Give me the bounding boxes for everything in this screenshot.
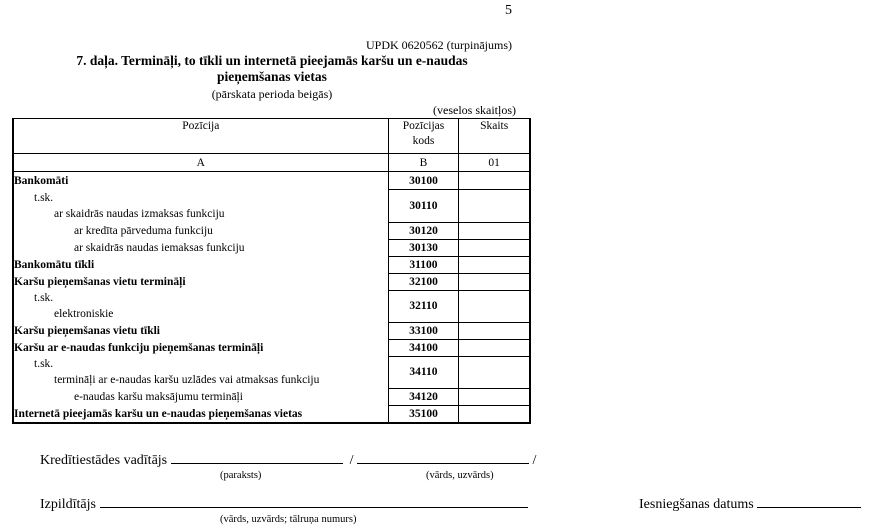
row-code: 30130 [388, 239, 459, 256]
table-row [13, 339, 530, 356]
date-field[interactable] [757, 507, 861, 508]
executor-field[interactable] [100, 507, 528, 508]
row-label: e-naudas karšu maksājumu termināļi [13, 388, 388, 405]
head-signature-line [40, 453, 536, 469]
row-label: Karšu pieņemšanas vietu termināļi [13, 273, 388, 290]
table-row [13, 172, 530, 190]
table-row [13, 256, 530, 273]
slash-1: / [349, 453, 354, 468]
date-line [639, 497, 861, 513]
header-code-line-2: kods [412, 135, 435, 147]
tsk-label: t.sk. [34, 192, 54, 204]
letter-c: 01 [459, 154, 530, 172]
header-count: Skaits [459, 119, 530, 154]
row-label: Internetā pieejamās karšu un e-naudas pieņemšanas vietas [13, 405, 388, 423]
row-label: Karšu pieņemšanas vietu tīkli [13, 322, 388, 339]
table-row [13, 290, 530, 322]
row-label-text: elektroniskie [54, 308, 114, 320]
count-input[interactable] [459, 189, 530, 222]
row-code: 34100 [388, 339, 459, 356]
table-row [13, 322, 530, 339]
count-input[interactable] [459, 388, 530, 405]
row-label: Bankomātu tīkli [13, 256, 388, 273]
head-label: Kredītiestādes vadītājs [40, 453, 168, 468]
count-input[interactable] [459, 339, 530, 356]
table-row [13, 222, 530, 239]
row-code: 32100 [388, 273, 459, 290]
header-code [388, 119, 459, 154]
row-code: 34120 [388, 388, 459, 405]
tsk-label: t.sk. [34, 292, 54, 304]
count-input[interactable] [459, 290, 530, 322]
form-code: UPDK 0620562 (turpinājums) [366, 38, 512, 52]
row-code: 33100 [388, 322, 459, 339]
row-code: 31100 [388, 256, 459, 273]
count-input[interactable] [459, 273, 530, 290]
row-label: ar kredīta pārveduma funkciju [13, 222, 388, 239]
count-input[interactable] [459, 322, 530, 339]
executor-caption: (vārds, uzvārds; tālruņa numurs) [220, 514, 357, 525]
row-label [13, 189, 388, 222]
row-label [13, 356, 388, 388]
letters-row [13, 154, 530, 172]
table-row [13, 356, 530, 388]
row-code: 35100 [388, 405, 459, 423]
table-row [13, 189, 530, 222]
row-label: ar skaidrās naudas iemaksas funkciju [13, 239, 388, 256]
row-code: 30100 [388, 172, 459, 190]
table-row [13, 405, 530, 423]
table-row [13, 239, 530, 256]
executor-label: Izpildītājs [40, 497, 96, 512]
row-code: 30120 [388, 222, 459, 239]
units-note: (veselos skaitļos) [433, 103, 516, 117]
count-input[interactable] [459, 256, 530, 273]
name-caption: (vārds, uzvārds) [426, 470, 494, 481]
slash-2: / [532, 453, 537, 468]
count-input[interactable] [459, 239, 530, 256]
signature-caption: (paraksts) [220, 470, 262, 481]
table-row [13, 273, 530, 290]
report-table [12, 118, 531, 424]
row-label-text: ar skaidrās naudas izmaksas funkciju [54, 208, 225, 220]
row-label [13, 290, 388, 322]
count-input[interactable] [459, 356, 530, 388]
executor-line [40, 497, 528, 513]
letter-b: B [388, 154, 459, 172]
row-label: Karšu ar e-naudas funkciju pieņemšanas termināļi [13, 339, 388, 356]
page-number: 5 [505, 3, 512, 18]
subtitle: (pārskata perioda beigās) [211, 87, 333, 101]
header-position: Pozīcija [13, 119, 388, 154]
row-code: 30110 [388, 189, 459, 222]
head-name-field[interactable] [357, 463, 529, 464]
count-input[interactable] [459, 172, 530, 190]
table-row [13, 388, 530, 405]
row-code: 32110 [388, 290, 459, 322]
head-signature-field[interactable] [171, 463, 343, 464]
section-title [40, 53, 504, 85]
header-code-line-1: Pozīcijas [402, 120, 445, 132]
count-input[interactable] [459, 405, 530, 423]
letter-a: A [13, 154, 388, 172]
header-row [13, 119, 530, 154]
count-input[interactable] [459, 222, 530, 239]
tsk-label: t.sk. [34, 358, 54, 370]
date-label: Iesniegšanas datums [639, 497, 754, 512]
title-line-1: 7. daļa. Termināļi, to tīkli un internetā pieejamās karšu un e-naudas [76, 53, 468, 68]
title-line-2: pieņemšanas vietas [217, 69, 327, 84]
row-code: 34110 [388, 356, 459, 388]
row-label-text: termināļi ar e-naudas karšu uzlādes vai atmaksas funkciju [54, 374, 320, 386]
row-label: Bankomāti [13, 172, 388, 190]
